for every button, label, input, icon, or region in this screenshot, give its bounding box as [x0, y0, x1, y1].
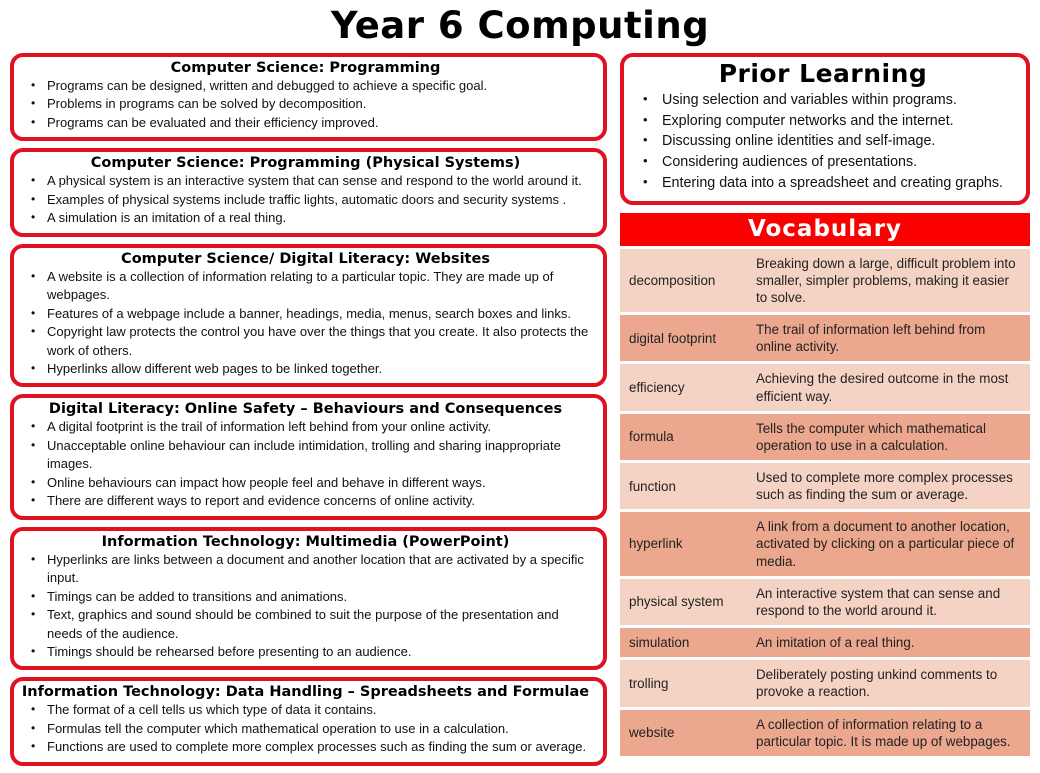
vocab-term: formula: [629, 429, 674, 445]
knowledge-box-bullet-list: [20, 268, 591, 379]
vocab-definition: The trail of information left behind from online activity.: [756, 322, 986, 355]
vocab-term: website: [629, 725, 675, 741]
knowledge-box: [10, 677, 607, 765]
knowledge-box-bullet-list: [20, 418, 591, 510]
prior-learning-list: [630, 90, 1016, 194]
bullet-item: • Programs can be designed, written and debugged to achieve a specific goal.: [20, 77, 591, 95]
bullet-item: • A digital footprint is the trail of information left behind from your online activity.: [20, 418, 591, 436]
vocab-definition: Achieving the desired outcome in the most efficient way.: [756, 371, 1009, 404]
bullet-item: • Timings should be rehearsed before presenting to an audience.: [20, 643, 591, 661]
vocab-row: [620, 462, 1030, 511]
vocab-row: [620, 577, 1030, 626]
knowledge-box-title: Information Technology: Multimedia (PowerPoint): [101, 533, 510, 550]
left-column: [10, 53, 607, 773]
knowledge-box: [10, 53, 607, 141]
knowledge-box-title: Computer Science/ Digital Literacy: Websites: [121, 250, 490, 267]
knowledge-box: [10, 148, 607, 236]
vocab-term: digital footprint: [629, 330, 717, 346]
bullet-item: • Formulas tell the computer which mathematical operation to use in a calculation.: [20, 720, 591, 738]
vocab-term: trolling: [629, 675, 669, 691]
prior-learning-box: [620, 53, 1030, 205]
bullet-item: • Programs can be evaluated and their efficiency improved.: [20, 114, 591, 132]
vocab-term: simulation: [629, 635, 690, 651]
vocabulary-table: [620, 246, 1030, 756]
bullet-item: • Timings can be added to transitions and animations.: [20, 588, 591, 606]
bullet-item: • There are different ways to report and evidence concerns of online activity.: [20, 492, 591, 510]
vocab-definition: An imitation of a real thing.: [756, 635, 915, 651]
vocab-row: [620, 659, 1030, 708]
bullet-item: • A website is a collection of information relating to a particular topic. They are made up of webpages.: [20, 268, 591, 305]
vocab-definition: An interactive system that can sense and respond to the world around it.: [756, 585, 1001, 618]
page-title: Year 6 Computing: [330, 4, 710, 47]
right-column: [620, 53, 1030, 756]
bullet-item: • Copyright law protects the control you have over the things that you create. It also protects the work of others.: [20, 323, 591, 360]
vocab-definition: Tells the computer which mathematical operation to use in a calculation.: [756, 420, 986, 453]
vocab-definition: Deliberately posting unkind comments to provoke a reaction.: [756, 667, 998, 700]
vocab-definition: A link from a document to another location, activated by clicking on a particular piece of media.: [756, 519, 1015, 569]
bullet-item: • A physical system is an interactive system that can sense and respond to the world around it.: [20, 172, 591, 190]
knowledge-box-bullet-list: [20, 701, 591, 756]
vocab-row: [620, 412, 1030, 461]
knowledge-box-title: Digital Literacy: Online Safety – Behaviours and Consequences: [48, 401, 563, 418]
bullet-item: • Online behaviours can impact how people feel and behave in different ways.: [20, 474, 591, 492]
knowledge-box-bullet-list: [20, 551, 591, 662]
vocab-row: [620, 627, 1030, 659]
prior-learning-bullet: • Considering audiences of presentations.: [630, 152, 1016, 173]
vocabulary-header: Vocabulary: [620, 213, 1030, 246]
vocab-term: function: [629, 478, 676, 494]
vocabulary-section: [620, 213, 1030, 756]
knowledge-box-title: Information Technology: Data Handling – Spreadsheets and Formulae: [21, 684, 590, 701]
prior-learning-bullet: • Entering data into a spreadsheet and creating graphs.: [630, 173, 1016, 194]
vocab-definition: A collection of information relating to a particular topic. It is made up of webpages.: [756, 716, 1011, 749]
bullet-item: • Functions are used to complete more complex processes such as finding the sum or average.: [20, 738, 591, 756]
knowledge-box-bullet-list: [20, 172, 591, 227]
knowledge-box-title: Computer Science: Programming: [170, 60, 441, 76]
vocab-definition: Used to complete more complex processes such as finding the sum or average.: [756, 470, 1013, 503]
bullet-item: • Examples of physical systems include traffic lights, automatic doors and security systems .: [20, 191, 591, 209]
prior-learning-bullet: • Discussing online identities and self-image.: [630, 131, 1016, 152]
knowledge-box: [10, 527, 607, 671]
bullet-item: • Text, graphics and sound should be combined to suit the purpose of the presentation and needs of the audience.: [20, 606, 591, 643]
knowledge-box-bullet-list: [20, 77, 591, 132]
prior-learning-bullet: • Exploring computer networks and the internet.: [630, 111, 1016, 132]
knowledge-box-title: Computer Science: Programming (Physical Systems): [90, 155, 521, 172]
knowledge-box: [10, 244, 607, 388]
knowledge-box: [10, 394, 607, 519]
prior-learning-bullet: • Using selection and variables within programs.: [630, 90, 1016, 111]
bullet-item: • Features of a webpage include a banner, headings, media, menus, search boxes and links.: [20, 305, 591, 323]
bullet-item: • Unacceptable online behaviour can include intimidation, trolling and sharing inappropriate images.: [20, 437, 591, 474]
vocab-term: hyperlink: [629, 536, 683, 552]
vocab-definition: Breaking down a large, difficult problem into smaller, simpler problems, making it easier to solve.: [756, 255, 1016, 305]
bullet-item: • Hyperlinks allow different web pages to be linked together.: [20, 360, 591, 378]
prior-learning-title: Prior Learning: [718, 59, 928, 88]
bullet-item: • Hyperlinks are links between a document and another location that are activated by a specific input.: [20, 551, 591, 588]
vocab-row: [620, 314, 1030, 363]
vocab-term: decomposition: [629, 272, 716, 288]
content-columns: [10, 53, 1030, 773]
vocab-term: physical system: [629, 594, 724, 610]
bullet-item: • Problems in programs can be solved by decomposition.: [20, 95, 591, 113]
vocab-row: [620, 247, 1030, 313]
vocab-term: efficiency: [629, 379, 685, 395]
bullet-item: • A simulation is an imitation of a real thing.: [20, 209, 591, 227]
vocab-row: [620, 511, 1030, 577]
bullet-item: • The format of a cell tells us which type of data it contains.: [20, 701, 591, 719]
vocab-row: [620, 708, 1030, 756]
vocab-row: [620, 363, 1030, 412]
